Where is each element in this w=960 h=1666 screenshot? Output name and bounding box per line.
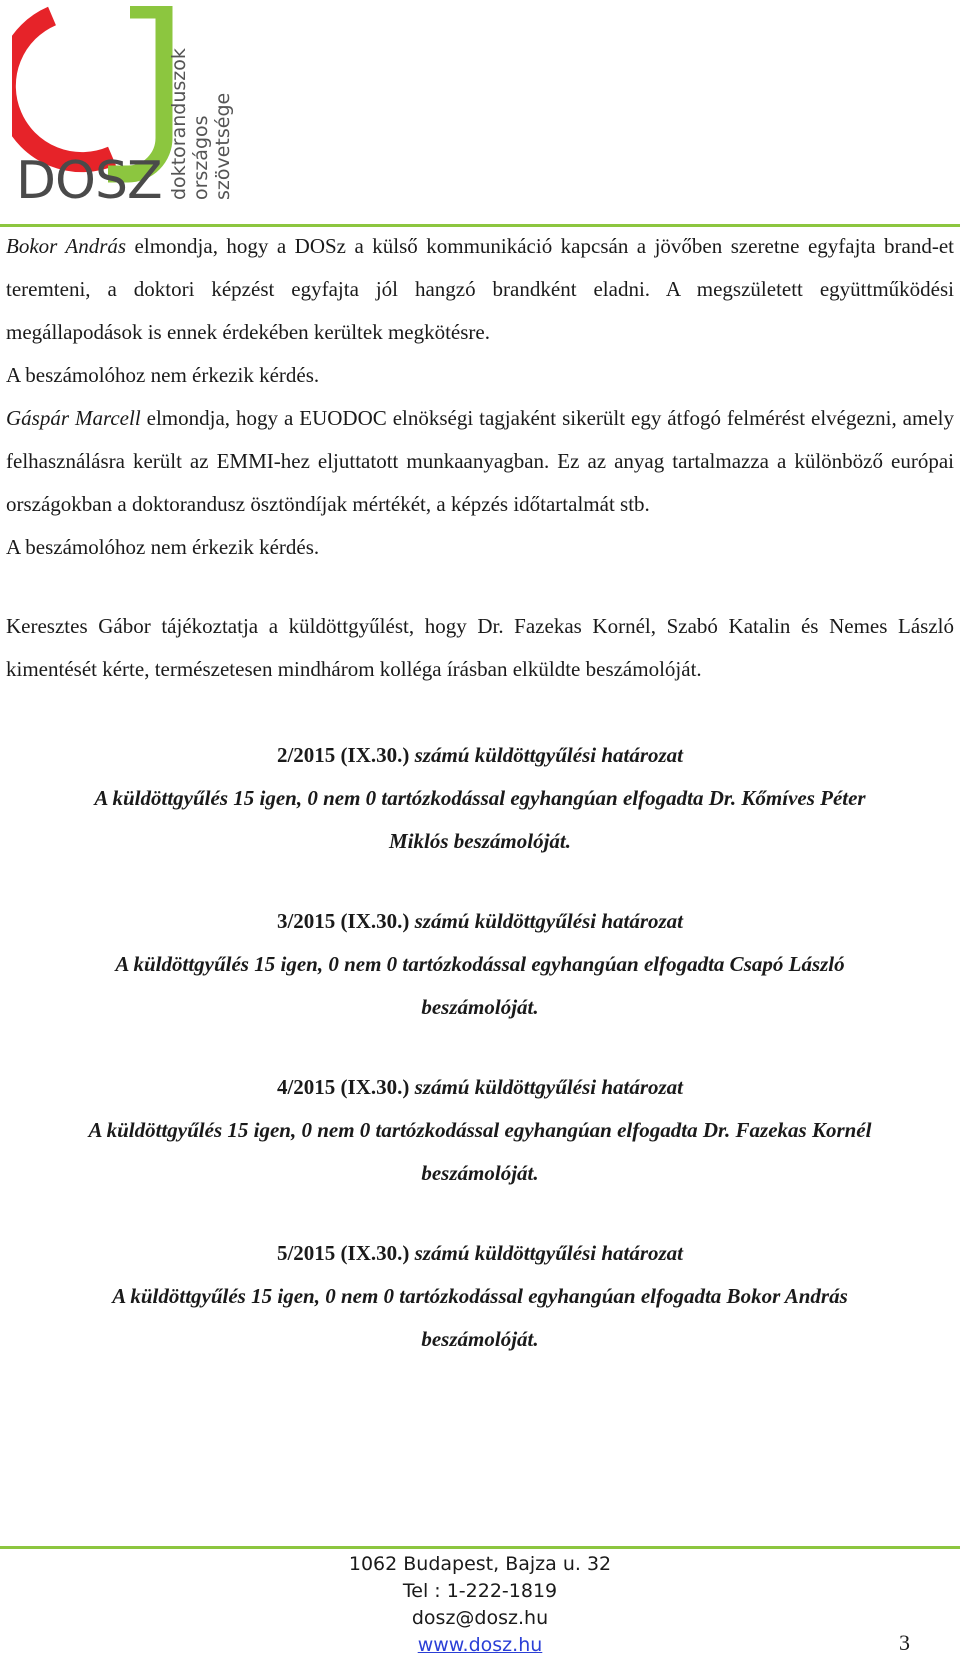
resolution-block <box>6 1066 954 1195</box>
resolution-text: A küldöttgyűlés 15 igen, 0 nem 0 tartózkodással egyhangúan elfogadta Dr. Fazekas Kornél <box>88 1118 872 1142</box>
no-questions-note: A beszámolóhoz nem érkezik kérdés. <box>6 535 320 559</box>
no-questions-note: A beszámolóhoz nem érkezik kérdés. <box>6 363 320 387</box>
page-number: 3 <box>899 1630 910 1655</box>
resolution-title: 4/2015 (IX.30.) számú küldöttgyűlési határozat <box>276 1075 684 1099</box>
footer-phone: Tel : 1-222-1819 <box>402 1580 558 1602</box>
logo-wordmark: DOSZ <box>16 151 162 206</box>
page-footer <box>0 1551 960 1659</box>
resolution-text: A küldöttgyűlés 15 igen, 0 nem 0 tartózkodással egyhangúan elfogadta Csapó László <box>115 952 845 976</box>
resolution-title: 5/2015 (IX.30.) számú küldöttgyűlési határozat <box>276 1241 684 1265</box>
resolution-block <box>6 1232 954 1361</box>
resolution-text: A küldöttgyűlés 15 igen, 0 nem 0 tartózkodással egyhangúan elfogadta Dr. Kőmíves Péter <box>94 786 866 810</box>
dosz-logo <box>12 6 174 206</box>
resolution-block <box>6 900 954 1029</box>
resolution-text: A küldöttgyűlés 15 igen, 0 nem 0 tartózkodással egyhangúan elfogadta Bokor András <box>112 1284 848 1308</box>
footer-address: 1062 Budapest, Bajza u. 32 <box>348 1553 612 1575</box>
resolution-text-cont: beszámolóját. <box>421 1327 539 1351</box>
speaker-name: Gáspár Marcell <box>6 406 141 430</box>
paragraph-bokor: Bokor András elmondja, hogy a DOSz a külső kommunikáció kapcsán a jövőben szeretne egyfajta brand-et teremteni, a doktori képzést egyfajta jól hangzó brandként eladni. A megszületett együttműködési megállapodások is ennek érdekében kerültek megkötésre. <box>6 234 954 344</box>
resolution-title: 3/2015 (IX.30.) számú küldöttgyűlési határozat <box>276 909 684 933</box>
paragraph-gaspar: Gáspár Marcell elmondja, hogy a EUODOC elnökségi tagjaként sikerült egy átfogó felmérést elvégezni, amely felhasználásra került az EMMI-hez eljuttatott munkaanyagban. Ez az anyag tartalmazza a különböző európai országokban a doktorandusz ösztöndíjak mértékét, a képzés időtartalmát stb. <box>6 406 954 516</box>
speaker-name: Bokor András <box>6 234 127 258</box>
resolution-block <box>6 734 954 863</box>
footer-website-link[interactable]: www.dosz.hu <box>417 1634 543 1656</box>
footer-email[interactable]: dosz@dosz.hu <box>411 1607 549 1629</box>
resolution-title: 2/2015 (IX.30.) számú küldöttgyűlési határozat <box>276 743 684 767</box>
logo-tagline: doktoranduszok országos szövetsége <box>168 48 234 200</box>
resolution-text-cont: beszámolóját. <box>421 1161 539 1185</box>
resolution-text-cont: Miklós beszámolóját. <box>388 829 572 853</box>
footer-divider <box>0 1546 960 1549</box>
resolution-text-cont: beszámolóját. <box>421 995 539 1019</box>
page-header <box>0 0 960 228</box>
document-body <box>6 228 954 1361</box>
paragraph-keresztes: Keresztes Gábor tájékoztatja a küldöttgyűlést, hogy Dr. Fazekas Kornél, Szabó Katalin és Nemes László kimentését kérte, természetesen mindhárom kolléga írásban elküldte beszámolóját. <box>6 614 954 681</box>
